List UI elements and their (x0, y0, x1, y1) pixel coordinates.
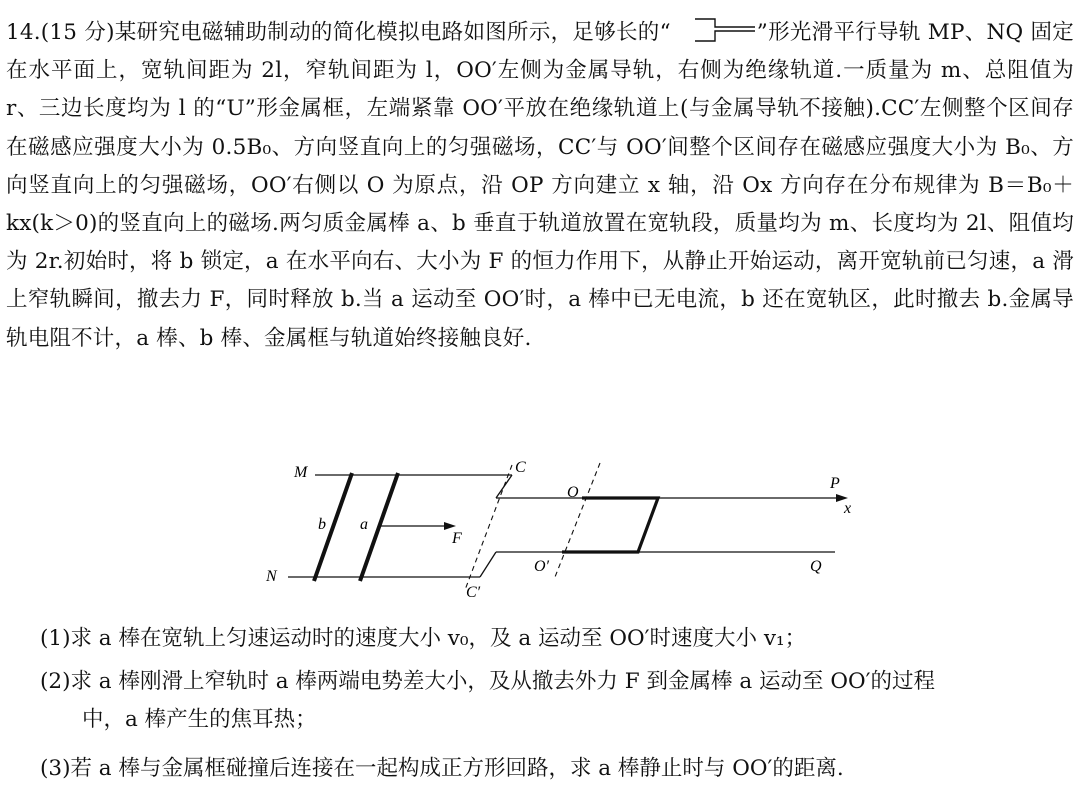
label-a: a (360, 516, 368, 533)
force-arrowhead (444, 522, 456, 530)
question-2-line-1: (2)求 a 棒刚滑上窄轨时 a 棒两端电势差大小，及从撤去外力 F 到金属棒 a 运动至 OO′的过程 (40, 669, 935, 694)
question-3: (3)若 a 棒与金属框碰撞后连接在一起构成正方形回路，求 a 棒静止时与 OO′的距离. (40, 756, 844, 781)
problem-intro-after: ”形光滑平行导轨 MP、NQ 固定在水平面上，宽轨间距为 2l，窄轨间距为 l，OO′左侧为金属导轨，右侧为绝缘轨道.一质量为 m、总阻值为 r、三边长度均为 l 的“U”形金属框，左端紧靠 OO′平放在绝缘轨道上(与金属导轨不接触).CC′左侧整个区间存在磁感应强度大小为 0.5B₀、方向竖直向上的匀强磁场，CC′与 OO′间整个区间存在磁感应强度大小为 B₀、方向竖直向上的匀强磁场，OO′右侧以 O 为原点，沿 OP 方向建立 x 轴，沿 Ox 方向存在分布规律为 B＝B₀＋kx(k＞0)的竖直向上的磁场.两匀质金属棒 a、b 垂直于轨道放置在宽轨段，质量均为 m、长度均为 2l、阻值均为 2r.初始时，将 b 锁定，a 在水平向右、大小为 F 的恒力作用下，从静止开始运动，离开宽轨前已匀速，a 滑上窄轨瞬间，撤去力 F，同时释放 b.当 a 运动至 OO′时，a 棒中已无电流，b 还在宽轨区，此时撤去 b.金属导轨电阻不计，a 棒、b 棒、金属框与轨道始终接触良好. (6, 20, 1074, 351)
rail-diagram-svg (260, 455, 860, 605)
label-C: C (515, 459, 526, 476)
label-M: M (294, 464, 308, 481)
label-Q: Q (810, 558, 822, 575)
boundary-OO-prime (555, 463, 600, 577)
question-2 (40, 663, 1070, 739)
label-F: F (452, 530, 462, 547)
question-2-line-2: 中，a 棒产生的焦耳热； (82, 707, 317, 732)
label-x: x (844, 500, 852, 517)
label-C-prime: C′ (466, 584, 481, 601)
u-metal-frame (562, 498, 658, 552)
label-P: P (830, 475, 840, 492)
label-O: O (567, 484, 579, 501)
problem-score: (15 分) (40, 20, 115, 45)
label-b: b (318, 516, 326, 533)
problem-number: 14. (6, 20, 41, 45)
bent-rail-shape-icon (671, 17, 757, 43)
problem-intro-before: 某研究电磁辅助制动的简化模拟电路如图所示，足够长的“ (114, 20, 671, 45)
label-O-prime: O′ (534, 558, 550, 575)
problem-statement (6, 14, 1074, 358)
boundary-CC-prime (465, 465, 512, 590)
rail-diagram (260, 455, 860, 605)
question-1: (1)求 a 棒在宽轨上匀速运动时的速度大小 v₀，及 a 运动至 OO′时速度大小 v₁； (40, 626, 807, 651)
label-N: N (266, 568, 277, 585)
rail-step-bottom (480, 552, 496, 577)
